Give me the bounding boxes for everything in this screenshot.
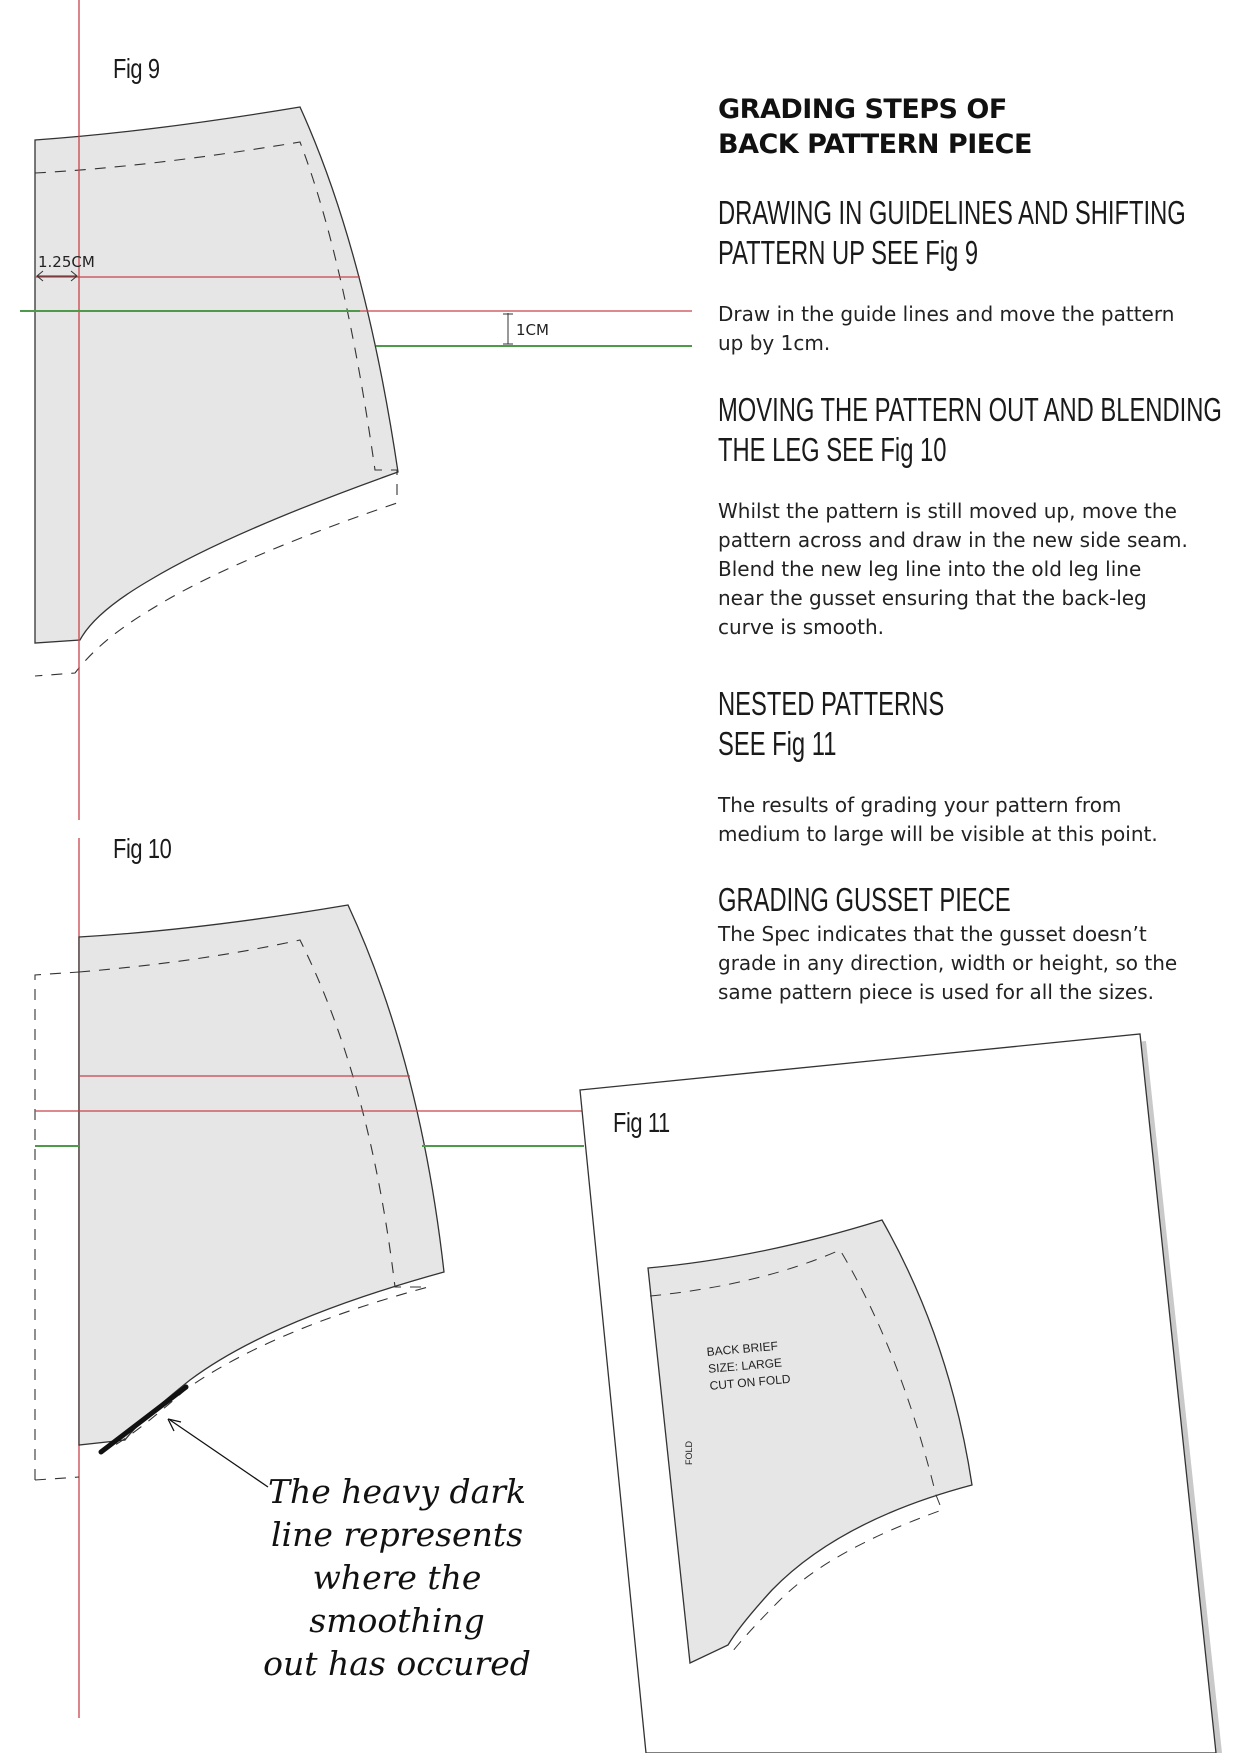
- fig9-side-measure: 1.25CM: [38, 253, 95, 271]
- section-heading-nested: [718, 684, 944, 764]
- fig9-shift-measure: 1CM: [516, 321, 549, 339]
- fig9-drawing: [20, 0, 692, 820]
- fig11-drawing: [580, 1034, 1222, 1753]
- fig10-label: Fig 10: [113, 833, 172, 864]
- section-body-nested: The results of grading your pattern from medium to large will be visible at this point.: [718, 793, 1158, 846]
- heading-line: DRAWING IN GUIDELINES AND SHIFTING: [718, 194, 1186, 231]
- page-title-line: BACK PATTERN PIECE: [718, 129, 1032, 160]
- annotation-line: where the smoothing: [309, 1558, 485, 1640]
- fig10-old-pattern-outline: [35, 972, 79, 1480]
- heading-line: PATTERN UP SEE Fig 9: [718, 234, 979, 271]
- section-heading-gusset: [718, 880, 1011, 920]
- annotation-line: line represents: [270, 1515, 524, 1554]
- fig9-label: Fig 9: [113, 53, 160, 84]
- section-heading-guidelines: [718, 193, 1186, 273]
- smoothing-annotation: [232, 1470, 562, 1685]
- section-body-moving: Whilst the pattern is still moved up, move the pattern across and draw in the new side seam. Blend the new leg line into the old leg line near the gusset ensuring that the back-leg curve is smooth.: [718, 499, 1188, 639]
- fig11-label: Fig 11: [613, 1107, 670, 1138]
- section-heading-moving: [718, 390, 1222, 470]
- annotation-line: out has occured: [263, 1644, 531, 1683]
- heading-line: SEE Fig 11: [718, 725, 837, 762]
- heading-line: NESTED PATTERNS: [718, 685, 945, 722]
- piece-label-line: BACK BRIEF: [706, 1338, 779, 1359]
- fig10-pattern-piece: [79, 905, 444, 1445]
- section-body-gusset: The Spec indicates that the gusset doesn’t grade in any direction, width or height, so the same pattern piece is used for all the sizes.: [718, 922, 1178, 1004]
- fig11-fold-label: FOLD: [684, 1440, 694, 1465]
- fig9-pattern-piece: [35, 107, 398, 643]
- heading-line: THE LEG SEE Fig 10: [718, 431, 947, 468]
- fig11-piece-label: [706, 1337, 791, 1395]
- annotation-line: The heavy dark: [267, 1472, 527, 1511]
- section-body-guidelines: Draw in the guide lines and move the pattern up by 1cm.: [718, 302, 1175, 355]
- heading-line: GRADING GUSSET PIECE: [718, 881, 1011, 918]
- page-title-line: GRADING STEPS OF: [718, 94, 1007, 125]
- piece-label-line: CUT ON FOLD: [709, 1371, 792, 1393]
- heading-line: MOVING THE PATTERN OUT AND BLENDING: [718, 391, 1222, 428]
- piece-label-line: SIZE: LARGE: [707, 1355, 783, 1376]
- page-title: [718, 92, 1158, 162]
- annotation-arrow-head: [168, 1419, 181, 1431]
